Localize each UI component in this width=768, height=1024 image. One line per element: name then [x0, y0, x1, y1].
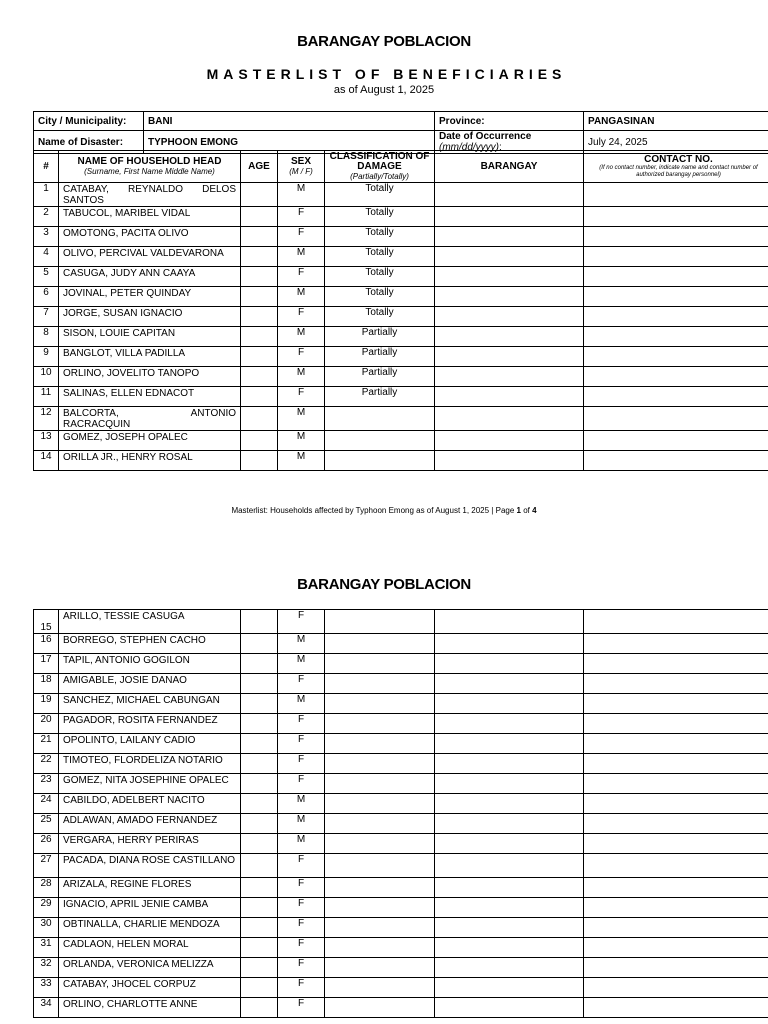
- row-number: 11: [34, 387, 59, 407]
- contact-cell: [584, 451, 768, 471]
- damage-cell: [325, 754, 435, 774]
- occurrence-label: Date of Occurrence (mm/dd/yyyy):: [435, 131, 584, 154]
- contact-cell: [584, 634, 768, 654]
- contact-cell: [584, 918, 768, 938]
- table-row: [34, 387, 768, 407]
- age-cell: [241, 287, 278, 307]
- table-row: [34, 407, 768, 431]
- barangay-cell: [435, 634, 584, 654]
- age-cell: [241, 207, 278, 227]
- barangay-title: BARANGAY POBLACION: [297, 33, 471, 50]
- contact-cell: [584, 714, 768, 734]
- row-number: 7: [34, 307, 59, 327]
- barangay-cell: [435, 978, 584, 998]
- masterlist-table-page-1: [33, 111, 768, 154]
- contact-cell: [584, 898, 768, 918]
- row-number: 9: [34, 347, 59, 367]
- household-head-name: OMOTONG, PACITA OLIVO: [59, 227, 241, 247]
- household-head-name: OBTINALLA, CHARLIE MENDOZA: [59, 918, 241, 938]
- household-head-name: ADLAWAN, AMADO FERNANDEZ: [59, 814, 241, 834]
- sex-cell: F: [278, 387, 325, 407]
- row-number: 23: [34, 774, 59, 794]
- sex-cell: M: [278, 367, 325, 387]
- row-number: 15: [34, 610, 59, 634]
- contact-cell: [584, 183, 768, 207]
- table-row: [34, 694, 768, 714]
- age-cell: [241, 387, 278, 407]
- row-number: 10: [34, 367, 59, 387]
- age-cell: [241, 610, 278, 634]
- barangay-cell: [435, 794, 584, 814]
- row-number: 25: [34, 814, 59, 834]
- row-number: 19: [34, 694, 59, 714]
- row-number: 17: [34, 654, 59, 674]
- household-head-name: JOVINAL, PETER QUINDAY: [59, 287, 241, 307]
- contact-cell: [584, 694, 768, 714]
- household-head-name: CATABAY, JHOCEL CORPUZ: [59, 978, 241, 998]
- col-header-barangay: BARANGAY: [435, 151, 584, 183]
- barangay-cell: [435, 674, 584, 694]
- barangay-cell: [435, 654, 584, 674]
- contact-cell: [584, 794, 768, 814]
- sex-cell: F: [278, 754, 325, 774]
- contact-cell: [584, 287, 768, 307]
- damage-cell: Totally: [325, 227, 435, 247]
- row-number: 5: [34, 267, 59, 287]
- row-number: 22: [34, 754, 59, 774]
- contact-cell: [584, 814, 768, 834]
- contact-cell: [584, 347, 768, 367]
- table-row: [34, 654, 768, 674]
- barangay-cell: [435, 854, 584, 878]
- contact-cell: [584, 654, 768, 674]
- damage-cell: [325, 938, 435, 958]
- sex-cell: F: [278, 898, 325, 918]
- barangay-cell: [435, 734, 584, 754]
- sex-cell: M: [278, 834, 325, 854]
- contact-cell: [584, 834, 768, 854]
- row-number: 28: [34, 878, 59, 898]
- sex-cell: F: [278, 610, 325, 634]
- row-number: 24: [34, 794, 59, 814]
- row-number: 27: [34, 854, 59, 878]
- damage-cell: [325, 674, 435, 694]
- sex-cell: F: [278, 918, 325, 938]
- household-head-name: SANCHEZ, MICHAEL CABUNGAN: [59, 694, 241, 714]
- damage-cell: [325, 734, 435, 754]
- contact-cell: [584, 610, 768, 634]
- sex-cell: F: [278, 938, 325, 958]
- table-row: [34, 854, 768, 878]
- barangay-cell: [435, 938, 584, 958]
- damage-cell: [325, 451, 435, 471]
- table-row: [34, 674, 768, 694]
- table-row: [34, 958, 768, 978]
- barangay-cell: [435, 431, 584, 451]
- row-number: 31: [34, 938, 59, 958]
- row-number: 8: [34, 327, 59, 347]
- contact-cell: [584, 754, 768, 774]
- damage-cell: [325, 774, 435, 794]
- damage-cell: [325, 854, 435, 878]
- sex-cell: F: [278, 774, 325, 794]
- col-header-age: AGE: [241, 151, 278, 183]
- row-number: 32: [34, 958, 59, 978]
- page-footer: Masterlist: Households affected by Typhoon Emong as of August 1, 2025 | Page 1 of 4: [231, 506, 537, 515]
- damage-cell: Partially: [325, 327, 435, 347]
- barangay-cell: [435, 207, 584, 227]
- table-row: [34, 878, 768, 898]
- table-row: [34, 634, 768, 654]
- table-header-row: [34, 151, 768, 183]
- sex-cell: M: [278, 407, 325, 431]
- barangay-cell: [435, 247, 584, 267]
- sex-cell: F: [278, 227, 325, 247]
- province-value: PANGASINAN: [584, 112, 768, 131]
- sex-cell: M: [278, 183, 325, 207]
- sex-cell: M: [278, 431, 325, 451]
- table-row: [34, 834, 768, 854]
- age-cell: [241, 654, 278, 674]
- damage-cell: [325, 407, 435, 431]
- table-row: [34, 774, 768, 794]
- row-number: 4: [34, 247, 59, 267]
- sex-cell: M: [278, 287, 325, 307]
- barangay-cell: [435, 267, 584, 287]
- sex-cell: M: [278, 794, 325, 814]
- age-cell: [241, 307, 278, 327]
- contact-cell: [584, 267, 768, 287]
- table-row: [34, 714, 768, 734]
- sex-cell: F: [278, 714, 325, 734]
- sex-cell: F: [278, 998, 325, 1018]
- damage-cell: Totally: [325, 267, 435, 287]
- household-head-name: GOMEZ, JOSEPH OPALEC: [59, 431, 241, 451]
- contact-cell: [584, 387, 768, 407]
- contact-cell: [584, 431, 768, 451]
- sex-cell: F: [278, 958, 325, 978]
- table-row: [34, 347, 768, 367]
- table-row: [34, 898, 768, 918]
- table-row: [34, 451, 768, 471]
- table-row: [34, 327, 768, 347]
- sex-cell: F: [278, 878, 325, 898]
- age-cell: [241, 451, 278, 471]
- damage-cell: [325, 694, 435, 714]
- age-cell: [241, 227, 278, 247]
- age-cell: [241, 714, 278, 734]
- age-cell: [241, 327, 278, 347]
- household-head-name: IGNACIO, APRIL JENIE CAMBA: [59, 898, 241, 918]
- barangay-cell: [435, 347, 584, 367]
- city-label: City / Municipality:: [34, 112, 144, 131]
- barangay-cell: [435, 714, 584, 734]
- row-number: 14: [34, 451, 59, 471]
- age-cell: [241, 183, 278, 207]
- household-head-name: TABUCOL, MARIBEL VIDAL: [59, 207, 241, 227]
- age-cell: [241, 674, 278, 694]
- barangay-cell: [435, 814, 584, 834]
- barangay-cell: [435, 754, 584, 774]
- col-header-name: NAME OF HOUSEHOLD HEAD (Surname, First Name Middle Name): [59, 151, 241, 183]
- contact-cell: [584, 938, 768, 958]
- household-head-name: TAPIL, ANTONIO GOGILON: [59, 654, 241, 674]
- damage-cell: [325, 978, 435, 998]
- household-head-name: BORREGO, STEPHEN CACHO: [59, 634, 241, 654]
- city-value: BANI: [144, 112, 435, 131]
- barangay-cell: [435, 878, 584, 898]
- contact-cell: [584, 327, 768, 347]
- sex-cell: F: [278, 854, 325, 878]
- age-cell: [241, 834, 278, 854]
- as-of-date: as of August 1, 2025: [333, 84, 435, 96]
- barangay-cell: [435, 998, 584, 1018]
- household-head-name: VERGARA, HERRY PERIRAS: [59, 834, 241, 854]
- household-head-name: CASUGA, JUDY ANN CAAYA: [59, 267, 241, 287]
- sex-cell: M: [278, 814, 325, 834]
- barangay-title-page-2: BARANGAY POBLACION: [297, 576, 471, 593]
- household-head-name: ORLINO, CHARLOTTE ANNE: [59, 998, 241, 1018]
- table-row: [34, 610, 768, 634]
- damage-cell: [325, 714, 435, 734]
- sex-cell: M: [278, 451, 325, 471]
- table-row: [34, 307, 768, 327]
- table-row: [34, 918, 768, 938]
- page-title: MASTERLIST OF BENEFICIARIES: [206, 66, 567, 82]
- barangay-cell: [435, 307, 584, 327]
- barangay-cell: [435, 287, 584, 307]
- contact-cell: [584, 854, 768, 878]
- sex-cell: F: [278, 978, 325, 998]
- sex-cell: F: [278, 267, 325, 287]
- table-row: [34, 754, 768, 774]
- damage-cell: Totally: [325, 287, 435, 307]
- damage-cell: [325, 431, 435, 451]
- household-head-name: CATABAY, REYNALDO DELOS SANTOS: [59, 183, 241, 207]
- age-cell: [241, 247, 278, 267]
- disaster-value: TYPHOON EMONG: [144, 131, 435, 154]
- contact-cell: [584, 958, 768, 978]
- table-row: [34, 247, 768, 267]
- household-head-name: ORLINO, JOVELITO TANOPO: [59, 367, 241, 387]
- row-number: 29: [34, 898, 59, 918]
- age-cell: [241, 878, 278, 898]
- contact-cell: [584, 774, 768, 794]
- table-row: [34, 367, 768, 387]
- table-row: [34, 998, 768, 1018]
- info-row-location: [34, 112, 768, 131]
- household-head-name: ARILLO, TESSIE CASUGA: [59, 610, 241, 634]
- barangay-cell: [435, 610, 584, 634]
- damage-cell: Totally: [325, 183, 435, 207]
- age-cell: [241, 854, 278, 878]
- col-header-num: #: [34, 151, 59, 183]
- table-row: [34, 734, 768, 754]
- contact-cell: [584, 247, 768, 267]
- contact-cell: [584, 734, 768, 754]
- damage-cell: [325, 878, 435, 898]
- age-cell: [241, 407, 278, 431]
- contact-cell: [584, 998, 768, 1018]
- table-row: [34, 978, 768, 998]
- household-head-name: ARIZALA, REGINE FLORES: [59, 878, 241, 898]
- age-cell: [241, 774, 278, 794]
- household-head-name: SALINAS, ELLEN EDNACOT: [59, 387, 241, 407]
- age-cell: [241, 998, 278, 1018]
- table-row: [34, 207, 768, 227]
- table-row: [34, 183, 768, 207]
- contact-cell: [584, 367, 768, 387]
- row-number: 3: [34, 227, 59, 247]
- table-row: [34, 938, 768, 958]
- row-number: 6: [34, 287, 59, 307]
- damage-cell: [325, 834, 435, 854]
- row-number: 13: [34, 431, 59, 451]
- occurrence-value: July 24, 2025: [584, 131, 768, 154]
- table-row: [34, 814, 768, 834]
- barangay-cell: [435, 367, 584, 387]
- col-header-damage: CLASSIFICATION OF DAMAGE (Partially/Totally): [325, 151, 435, 183]
- damage-cell: [325, 958, 435, 978]
- contact-cell: [584, 978, 768, 998]
- contact-cell: [584, 227, 768, 247]
- damage-cell: [325, 898, 435, 918]
- row-number: 34: [34, 998, 59, 1018]
- household-head-name: ORLANDA, VERONICA MELIZZA: [59, 958, 241, 978]
- sex-cell: F: [278, 207, 325, 227]
- age-cell: [241, 978, 278, 998]
- age-cell: [241, 431, 278, 451]
- barangay-cell: [435, 183, 584, 207]
- damage-cell: Partially: [325, 367, 435, 387]
- household-head-name: CADLAON, HELEN MORAL: [59, 938, 241, 958]
- barangay-cell: [435, 958, 584, 978]
- table-row: [34, 227, 768, 247]
- household-head-name: OPOLINTO, LAILANY CADIO: [59, 734, 241, 754]
- barangay-cell: [435, 918, 584, 938]
- barangay-cell: [435, 834, 584, 854]
- age-cell: [241, 347, 278, 367]
- col-header-contact: CONTACT NO. (If no contact number, indicate name and contact number of authorized barangay personnel): [584, 151, 768, 183]
- household-head-name: BALCORTA, ANTONIO RACRACQUIN: [59, 407, 241, 431]
- table-row: [34, 267, 768, 287]
- sex-cell: M: [278, 694, 325, 714]
- damage-cell: [325, 654, 435, 674]
- damage-cell: [325, 998, 435, 1018]
- age-cell: [241, 367, 278, 387]
- age-cell: [241, 694, 278, 714]
- age-cell: [241, 794, 278, 814]
- age-cell: [241, 267, 278, 287]
- row-number: 30: [34, 918, 59, 938]
- sex-cell: F: [278, 734, 325, 754]
- household-head-name: JORGE, SUSAN IGNACIO: [59, 307, 241, 327]
- barangay-cell: [435, 451, 584, 471]
- barangay-cell: [435, 898, 584, 918]
- age-cell: [241, 754, 278, 774]
- row-number: 1: [34, 183, 59, 207]
- contact-cell: [584, 878, 768, 898]
- age-cell: [241, 938, 278, 958]
- household-head-name: CABILDO, ADELBERT NACITO: [59, 794, 241, 814]
- household-head-name: TIMOTEO, FLORDELIZA NOTARIO: [59, 754, 241, 774]
- damage-cell: Totally: [325, 207, 435, 227]
- sex-cell: M: [278, 247, 325, 267]
- disaster-label: Name of Disaster:: [34, 131, 144, 154]
- table-row: [34, 287, 768, 307]
- damage-cell: Totally: [325, 307, 435, 327]
- barangay-cell: [435, 774, 584, 794]
- table-row: [34, 431, 768, 451]
- sex-cell: M: [278, 327, 325, 347]
- household-head-name: AMIGABLE, JOSIE DANAO: [59, 674, 241, 694]
- damage-cell: [325, 918, 435, 938]
- barangay-cell: [435, 387, 584, 407]
- household-head-name: BANGLOT, VILLA PADILLA: [59, 347, 241, 367]
- contact-cell: [584, 307, 768, 327]
- damage-cell: [325, 634, 435, 654]
- damage-cell: Totally: [325, 247, 435, 267]
- col-header-sex: SEX (M / F): [278, 151, 325, 183]
- sex-cell: M: [278, 634, 325, 654]
- age-cell: [241, 958, 278, 978]
- age-cell: [241, 734, 278, 754]
- sex-cell: F: [278, 307, 325, 327]
- age-cell: [241, 634, 278, 654]
- age-cell: [241, 918, 278, 938]
- row-number: 33: [34, 978, 59, 998]
- damage-cell: Partially: [325, 387, 435, 407]
- damage-cell: [325, 814, 435, 834]
- damage-cell: [325, 794, 435, 814]
- household-head-name: GOMEZ, NITA JOSEPHINE OPALEC: [59, 774, 241, 794]
- household-head-name: PACADA, DIANA ROSE CASTILLANO: [59, 854, 241, 878]
- damage-cell: Partially: [325, 347, 435, 367]
- beneficiaries-table-page-2: [33, 609, 768, 1018]
- row-number: 16: [34, 634, 59, 654]
- row-number: 26: [34, 834, 59, 854]
- household-head-name: SISON, LOUIE CAPITAN: [59, 327, 241, 347]
- damage-cell: [325, 610, 435, 634]
- beneficiaries-table-page-1: [33, 150, 768, 471]
- barangay-cell: [435, 227, 584, 247]
- contact-cell: [584, 207, 768, 227]
- sex-cell: F: [278, 674, 325, 694]
- household-head-name: OLIVO, PERCIVAL VALDEVARONA: [59, 247, 241, 267]
- row-number: 2: [34, 207, 59, 227]
- barangay-cell: [435, 694, 584, 714]
- age-cell: [241, 814, 278, 834]
- barangay-cell: [435, 327, 584, 347]
- household-head-name: ORILLA JR., HENRY ROSAL: [59, 451, 241, 471]
- household-head-name: PAGADOR, ROSITA FERNANDEZ: [59, 714, 241, 734]
- table-row: [34, 794, 768, 814]
- row-number: 12: [34, 407, 59, 431]
- province-label: Province:: [435, 112, 584, 131]
- barangay-cell: [435, 407, 584, 431]
- contact-cell: [584, 407, 768, 431]
- sex-cell: F: [278, 347, 325, 367]
- sex-cell: M: [278, 654, 325, 674]
- contact-cell: [584, 674, 768, 694]
- row-number: 20: [34, 714, 59, 734]
- row-number: 21: [34, 734, 59, 754]
- row-number: 18: [34, 674, 59, 694]
- age-cell: [241, 898, 278, 918]
